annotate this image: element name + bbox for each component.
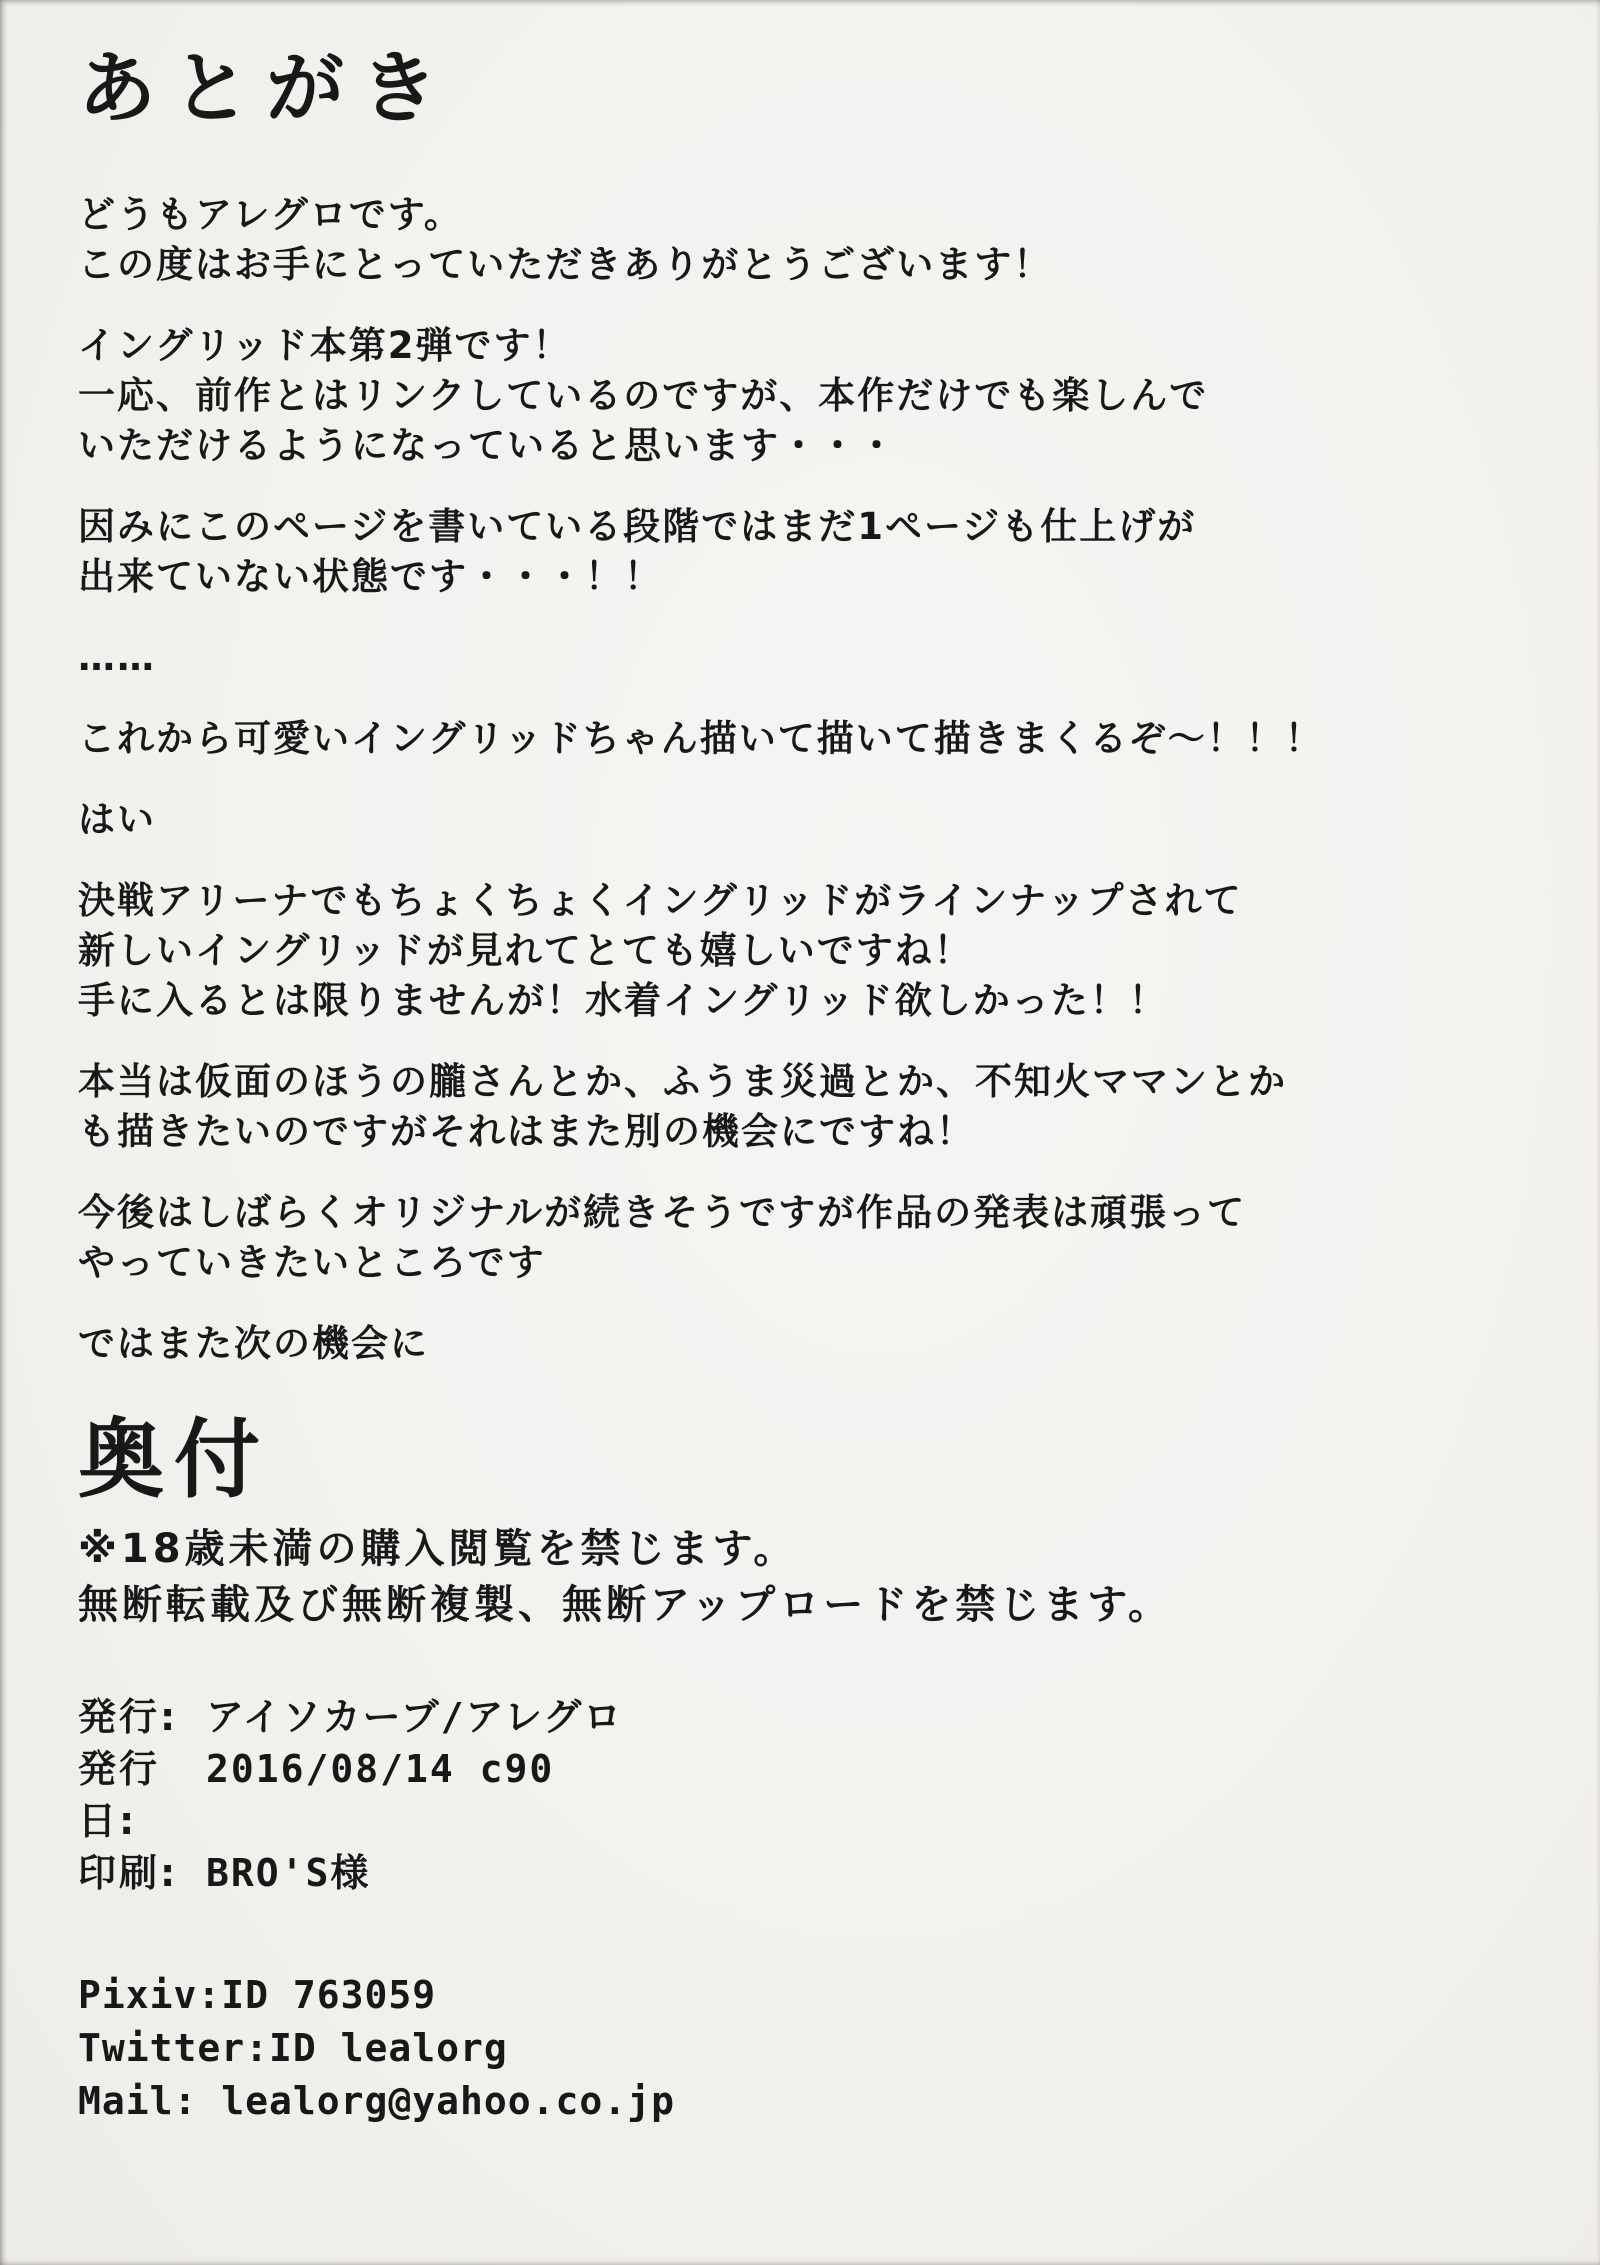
publication-value: アイソカーブ/アレグロ: [206, 1695, 624, 1739]
notice-line: ※18歳未満の購入閲覧を禁じます。: [78, 1526, 798, 1572]
afterword-paragraph: [78, 1057, 1530, 1157]
text-line: 出来ていない状態です・・・！！: [78, 555, 663, 598]
text-line: 一応、前作とはリンクしているのですが、本作だけでも楽しんで: [78, 374, 1209, 417]
colophon-title: 奥付: [78, 1410, 270, 1510]
text-line: この度はお手にとっていただきありがとうございます！: [78, 243, 1053, 286]
publication-row: [78, 1847, 1530, 1899]
text-line: 今後はしばらくオリジナルが続きそうですが作品の発表は頑張って: [78, 1191, 1247, 1234]
afterword-paragraph: [78, 1188, 1530, 1288]
afterword-body: [78, 190, 1530, 1369]
publication-row: [78, 1691, 1530, 1743]
afterword-paragraph: [78, 1319, 1530, 1369]
text-line: ではまた次の機会に: [78, 1322, 429, 1365]
contact-list: [78, 1969, 1530, 2128]
text-line: やっていきたいところです: [78, 1241, 546, 1284]
text-line: どうもアレグロです。: [78, 193, 463, 236]
publication-value: 2016/08/14 c90: [206, 1747, 555, 1791]
text-line: はい: [78, 798, 156, 841]
publication-value: BRO'S様: [206, 1851, 371, 1895]
contact-line: Mail: lealorg@yahoo.co.jp: [78, 2079, 675, 2123]
afterword-paragraph: [78, 795, 1530, 845]
publication-row: [78, 1743, 1530, 1847]
text-line: 決戦アリーナでもちょくちょくイングリッドがラインナップされて: [78, 879, 1243, 922]
publication-label: 発行:: [78, 1695, 179, 1739]
afterword-paragraph: [78, 502, 1530, 602]
text-line: イングリッド本第2弾です！: [78, 324, 572, 367]
contact-line: Pixiv:ID 763059: [78, 1973, 437, 2017]
text-line: 手に入るとは限りませんが！水着イングリッド欲しかった！！: [78, 979, 1168, 1022]
colophon-notices: [78, 1521, 1530, 1633]
contact-line: Twitter:ID lealorg: [78, 2026, 508, 2070]
publication-label: 発行日:: [78, 1747, 161, 1843]
afterword-paragraph: [78, 321, 1530, 471]
afterword-paragraph: [78, 876, 1530, 1026]
text-line: いただけるようになっていると思います・・・: [78, 424, 897, 467]
publication-label: 印刷:: [78, 1851, 179, 1895]
text-line: 本当は仮面のほうの朧さんとか、ふうま災過とか、不知火ママンとか: [78, 1060, 1287, 1103]
page-title: あとがき: [78, 44, 455, 134]
text-line: 因みにこのページを書いている段階ではまだ1ページも仕上げが: [78, 505, 1197, 548]
afterword-paragraph: [78, 633, 1530, 683]
text-line: も描きたいのですがそれはまた別の機会にですね！: [78, 1110, 975, 1153]
publication-table: [78, 1691, 1530, 1899]
text-line: ……: [78, 636, 156, 679]
afterword-paragraph: [78, 190, 1530, 290]
notice-line: 無断転載及び無断複製、無断アップロードを禁じます。: [78, 1582, 1172, 1628]
text-line: これから可愛いイングリッドちゃん描いて描いて描きまくるぞ～！！！: [78, 717, 1324, 760]
text-line: 新しいイングリッドが見れてとても嬉しいですね！: [78, 929, 973, 972]
afterword-paragraph: [78, 714, 1530, 764]
